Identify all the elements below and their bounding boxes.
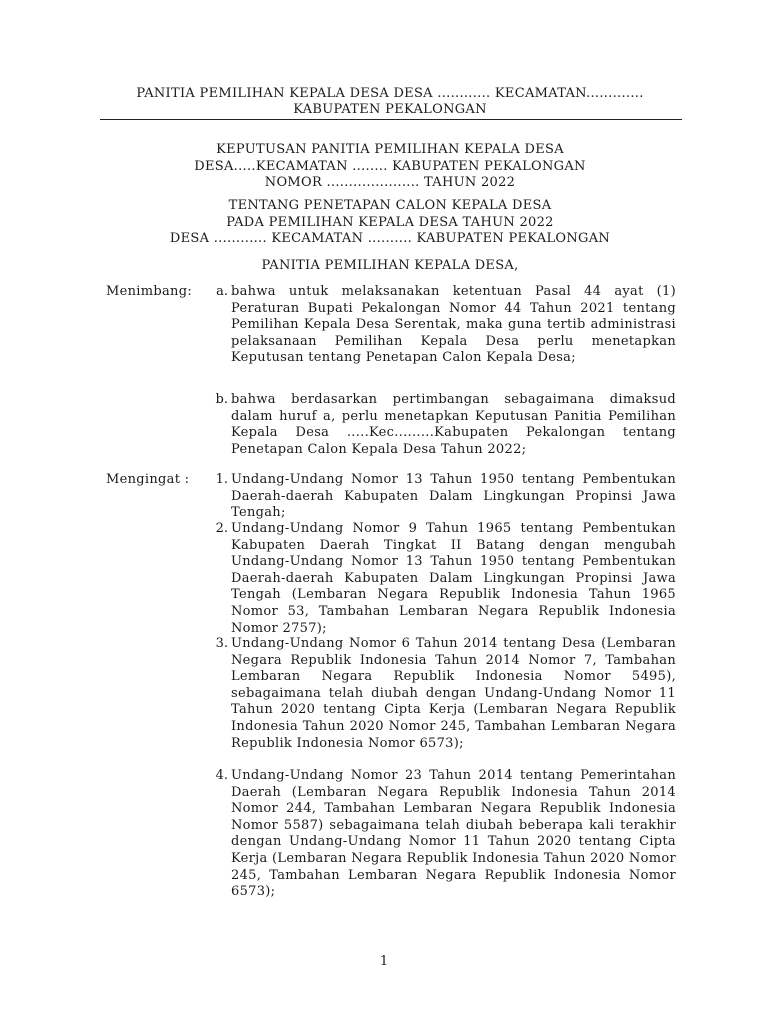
- decree-title: [100, 142, 680, 192]
- decree-title-line-1: KEPUTUSAN PANITIA PEMILIHAN KEPALA DESA: [216, 142, 564, 157]
- decree-subject: [100, 198, 680, 248]
- decree-subject-line-1: TENTANG PENETAPAN CALON KEPALA DESA: [228, 198, 552, 213]
- page-number: 1: [379, 954, 389, 969]
- decree-number: NOMOR ..................... TAHUN 2022: [264, 175, 516, 191]
- item-text: bahwa untuk melaksanakan ketentuan Pasal 44 ayat (1) Peraturan Bupati Pekalongan Nomor 44 Tahun 2021 tentang Pemilihan Kepala Desa Serentak, maka guna tertib administrasi pelaksanaan Pemilihan Kepala Desa perlu menetapkan Keputusan tentang Penetapan Calon Kepala Desa;: [231, 284, 676, 366]
- item-text: Undang-Undang Nomor 6 Tahun 2014 tentang Desa (Lembaran Negara Republik Indonesia Tahun 2014 Nomor 7, Tambahan Lembaran Negara Republik Indonesia Nomor 5495), sebagaimana telah diubah dengan Undang-Undang Nomor 11 Tahun 2020 tentang Cipta Kerja (Lembaran Negara Republik Indonesia Tahun 2020 Nomor 245, Tambahan Lembaran Negara Republik Indonesia Nomor 6573);: [231, 636, 676, 751]
- letterhead-divider: [100, 119, 682, 120]
- item-text: Undang-Undang Nomor 9 Tahun 1965 tentang Pembentukan Kabupaten Daerah Tingkat II Batang dengan mengubah Undang-Undang Nomor 13 Tahun 1950 tentang Pembentukan Daerah-daerah Kabupaten Dalam Lingkungan Propinsi Jawa Tengah (Lembaran Negara Republik Indonesia Tahun 1965 Nomor 53, Tambahan Lembaran Negara Republik Indonesia Nomor 2757);: [231, 521, 676, 636]
- decree-title-line-2: DESA.....KECAMATAN ........ KABUPATEN PEKALONGAN: [194, 158, 586, 174]
- decree-subject-line-2: PADA PEMILIHAN KEPALA DESA TAHUN 2022: [226, 214, 554, 230]
- item-text: Undang-Undang Nomor 13 Tahun 1950 tentang Pembentukan Daerah-daerah Kabupaten Dalam Lingkungan Propinsi Jawa Tengah;: [231, 472, 676, 521]
- item-marker: a.: [216, 284, 228, 299]
- mengingat-label: Mengingat :: [106, 472, 190, 487]
- decree-subject-line-3: DESA ............ KECAMATAN .......... KABUPATEN PEKALONGAN: [169, 231, 611, 247]
- committee-heading: PANITIA PEMILIHAN KEPALA DESA,: [261, 258, 519, 273]
- item-marker: 3.: [215, 636, 228, 651]
- item-marker: 1.: [215, 472, 228, 487]
- item-marker: b.: [215, 392, 228, 407]
- letterhead-line-2: KABUPATEN PEKALONGAN: [293, 102, 487, 117]
- item-marker: 2.: [215, 521, 228, 536]
- letterhead-line-1: PANITIA PEMILIHAN KEPALA DESA DESA ............ KECAMATAN.............: [136, 86, 644, 101]
- item-text: bahwa berdasarkan pertimbangan sebagaimana dimaksud dalam huruf a, perlu menetapkan Keputusan Panitia Pemilihan Kepala Desa .....Kec.........Kabupaten Pekalongan tentang Penetapan Calon Kepala Desa Tahun 2022;: [231, 392, 676, 457]
- item-marker: 4.: [215, 768, 228, 783]
- item-text: Undang-Undang Nomor 23 Tahun 2014 tentang Pemerintahan Daerah (Lembaran Negara Republik Indonesia Tahun 2014 Nomor 244, Tambahan Lembaran Negara Republik Indonesia Nomor 5587) sebagaimana telah diubah beberapa kali terakhir dengan Undang-Undang Nomor 11 Tahun 2020 tentang Cipta Kerja (Lembaran Negara Republik Indonesia Tahun 2020 Nomor 245, Tambahan Lembaran Negara Republik Indonesia Nomor 6573);: [231, 768, 676, 900]
- letterhead: [100, 86, 680, 118]
- menimbang-label: Menimbang:: [106, 284, 193, 299]
